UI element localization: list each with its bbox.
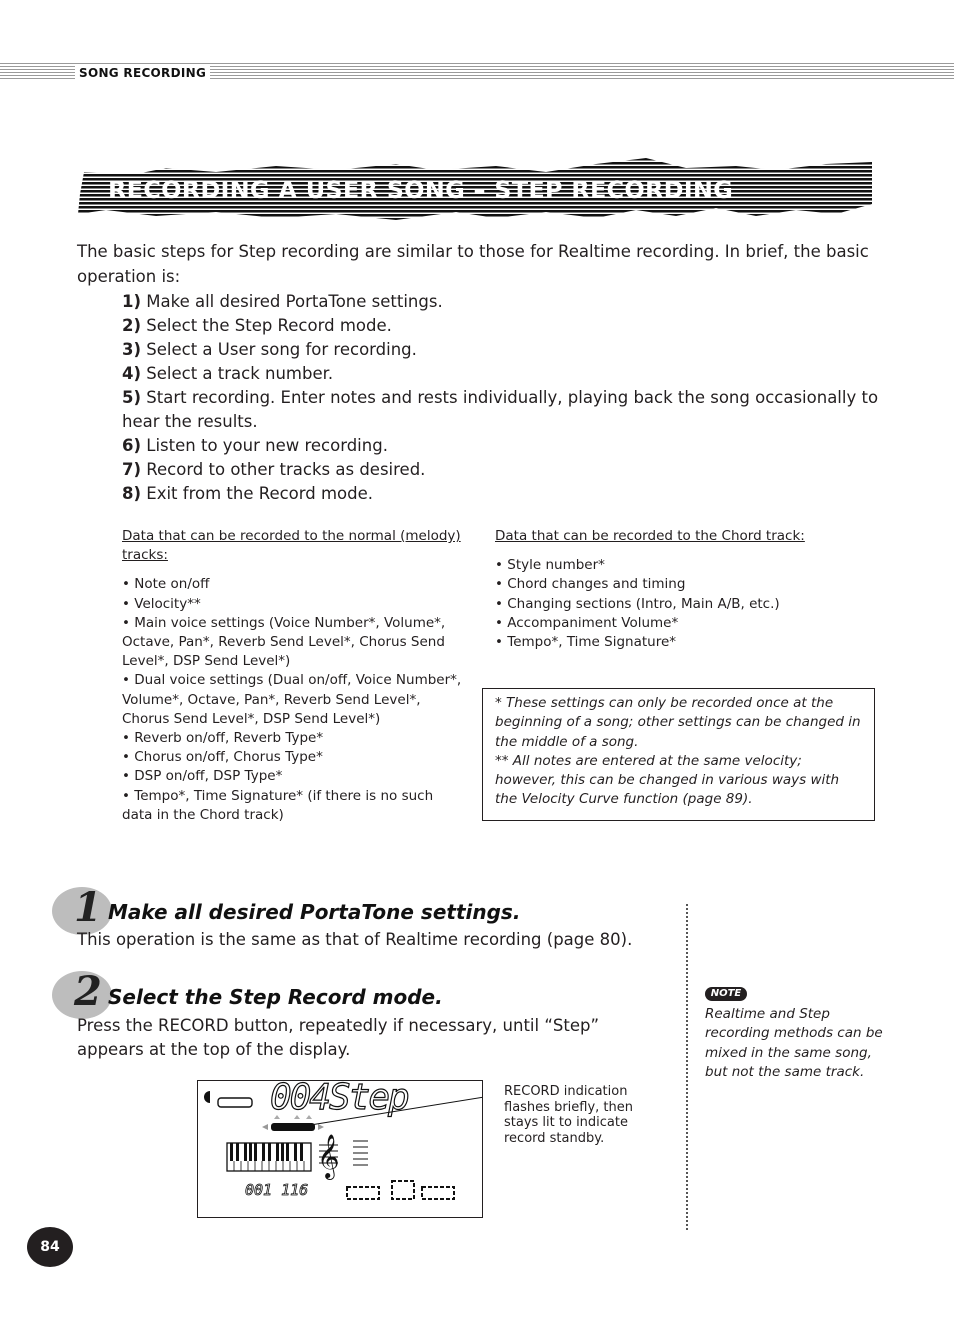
list-item: 8) Exit from the Record mode. bbox=[122, 484, 374, 503]
lcd-counter: 001 116 bbox=[245, 1181, 309, 1199]
treble-clef-icon: 𝄞 bbox=[317, 1134, 340, 1178]
list-item: • DSP on/off, DSP Type* bbox=[122, 768, 283, 785]
list-item: • Chorus on/off, Chorus Type* bbox=[122, 749, 323, 766]
page-title: RECORDING A USER SONG – STEP RECORDING bbox=[108, 176, 734, 204]
keyboard-icon bbox=[227, 1143, 311, 1171]
list-item: • Note on/off bbox=[122, 576, 210, 593]
step-heading: Select the Step Record mode. bbox=[108, 985, 443, 1009]
list-item: 1) Make all desired PortaTone settings. bbox=[122, 292, 443, 311]
list-item: 4) Select a track number. bbox=[122, 364, 334, 383]
list-item: 6) Listen to your new recording. bbox=[122, 436, 388, 455]
step-body: Press the RECORD button, repeatedly if necessary, until “Step” appears at the top of the display. bbox=[77, 1016, 599, 1059]
melody-tracks-section bbox=[122, 527, 462, 825]
list-item: 3) Select a User song for recording. bbox=[122, 340, 417, 359]
list-item: • Chord changes and timing bbox=[495, 576, 686, 593]
page-number: 84 bbox=[27, 1227, 73, 1267]
lcd-caption: RECORD indication flashes briefly, then stays lit to indicate record standby. bbox=[504, 1084, 633, 1146]
list-item: 2) Select the Step Record mode. bbox=[122, 316, 392, 335]
footnote: * These settings can only be recorded once at the beginning of a song; other settings can be changed in the middle of a song. bbox=[495, 695, 861, 750]
step-number: 1 bbox=[74, 884, 102, 931]
column-divider bbox=[686, 904, 688, 1230]
list-item: • Changing sections (Intro, Main A/B, etc.) bbox=[495, 595, 780, 612]
intro-text: The basic steps for Step recording are similar to those for Realtime recording. In brief, the basic operation is: bbox=[77, 242, 869, 286]
list-item: • Tempo*, Time Signature* bbox=[495, 634, 677, 651]
chord-track-heading: Data that can be recorded to the Chord track: bbox=[495, 528, 805, 544]
list-item: • Dual voice settings (Dual on/off, Voice Number*, Volume*, Octave, Pan*, Reverb Send Level*, Chorus Send Level*, DSP Send Level*) bbox=[122, 672, 462, 727]
note-badge: NOTE bbox=[705, 987, 747, 1001]
lcd-main-readout: 004Step bbox=[270, 1077, 408, 1118]
section-label: SONG RECORDING bbox=[75, 66, 210, 80]
step-number: 2 bbox=[74, 968, 102, 1015]
step-heading: Make all desired PortaTone settings. bbox=[108, 900, 521, 924]
footnote: ** All notes are entered at the same velocity; however, this can be changed in various ways with the Velocity Curve function (page 89). bbox=[495, 752, 840, 808]
list-item: • Velocity** bbox=[122, 595, 201, 612]
list-item: • Style number* bbox=[495, 557, 605, 574]
list-item: • Accompaniment Volume* bbox=[495, 614, 679, 631]
lcd-display bbox=[197, 1077, 483, 1218]
list-item: • Tempo*, Time Signature* (if there is no such data in the Chord track) bbox=[122, 787, 434, 823]
melody-tracks-heading: Data that can be recorded to the normal (melody) tracks: bbox=[122, 528, 461, 564]
list-item: 7) Record to other tracks as desired. bbox=[122, 460, 426, 479]
steps-list bbox=[122, 290, 882, 506]
note-text: Realtime and Step recording methods can be mixed in the same song, but not the same track. bbox=[705, 1006, 883, 1080]
chord-track-section bbox=[495, 527, 875, 652]
footnote-box bbox=[482, 688, 875, 821]
list-item: 5) Start recording. Enter notes and rests individually, playing back the song occasionally to hear the results. bbox=[122, 388, 879, 431]
step-body: This operation is the same as that of Realtime recording (page 80). bbox=[77, 930, 633, 949]
list-item: • Reverb on/off, Reverb Type* bbox=[122, 730, 324, 747]
list-item: • Main voice settings (Voice Number*, Volume*, Octave, Pan*, Reverb Send Level*, Chorus Send Level*, DSP Send Level*) bbox=[122, 614, 446, 670]
